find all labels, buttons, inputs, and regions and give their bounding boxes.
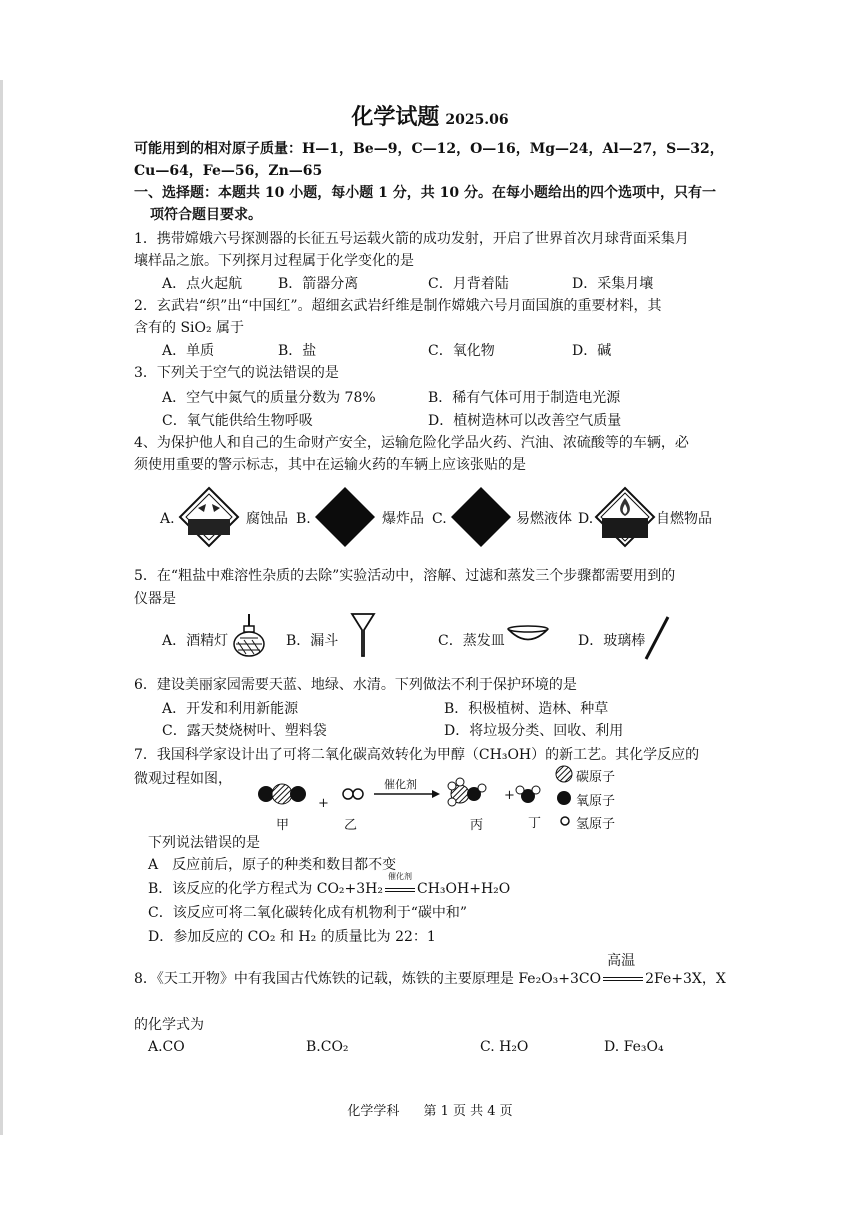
q7-option-b-prefix: B．该反应的化学方程式为 CO₂+3H₂ (148, 881, 383, 897)
q6-option-a: A．开发和利用新能源 (162, 701, 299, 717)
co2-carbon-atom (272, 784, 292, 804)
q4-option-c-letter: C. (432, 511, 447, 527)
title-text: 化学试题 (351, 104, 440, 130)
legend-hydrogen-atom-icon (558, 814, 572, 828)
q6-option-c: C．露天焚烧树叶、塑料袋 (162, 723, 327, 739)
glass-rod-icon (642, 614, 672, 662)
evaporating-dish-icon (506, 624, 550, 646)
reaction-plus-1: + (318, 796, 329, 811)
page-title (0, 100, 860, 131)
q4-stem-line1: 4、为保护他人和自己的生命财产安全，运输危险化学品火药、汽油、浓硫酸等的车辆，必 (134, 435, 689, 451)
q4-option-d-letter: D. (578, 511, 594, 527)
co2-oxygen-atom-2 (290, 786, 306, 802)
legend-oxygen-atom: 氧原子 (576, 794, 616, 809)
q8-stem-prefix: 8．《天工开物》中有我国古代炼铁的记载，炼铁的主要原理是 Fe₂O₃+3CO (134, 971, 602, 987)
q2-option-d: D．碱 (572, 343, 612, 359)
section1-line1: 一、选择题：本题共 10 小题，每小题 1 分，共 10 分。在每小题给出的四个选项中，只有一 (134, 185, 716, 201)
page-footer (0, 1100, 860, 1119)
label-yi: 乙 (344, 818, 358, 833)
q4-option-b-letter: B. (296, 511, 311, 527)
q7-option-b-suffix: CH₃OH+H₂O (417, 881, 511, 897)
q8-stem-line1 (134, 953, 726, 988)
corrosive-sign-icon (178, 486, 240, 548)
explosive-sign-icon (314, 486, 376, 548)
funnel-icon (350, 610, 376, 658)
scan-edge (0, 80, 3, 1135)
q7-equation-arrow (383, 872, 417, 898)
legend-carbon-atom: 碳原子 (576, 770, 616, 785)
q3-option-c: C．氧气能供给生物呼吸 (162, 413, 313, 429)
q2-stem-line1: 2．玄武岩“织”出“中国红”。超细玄武岩纤维是制作嫦娥六号月面国旗的重要材料，其 (134, 298, 662, 314)
q5-option-c: C．蒸发皿 (438, 633, 505, 649)
reaction-plus-2: + (504, 788, 515, 803)
q4-option-a-text: 腐蚀品 (246, 511, 288, 527)
q8-option-c: C. H₂O (480, 1039, 529, 1055)
atomic-masses-line2: Cu—64，Fe—56，Zn—65 (134, 163, 323, 179)
q1-option-a: A．点火起航 (162, 276, 243, 292)
q1-stem-line2: 壤样品之旅。下列探月过程属于化学变化的是 (134, 253, 414, 269)
q8-stem-line2: 的化学式为 (134, 1017, 204, 1033)
q1-option-b: B．箭器分离 (278, 276, 359, 292)
q8-option-a: A.CO (148, 1039, 185, 1055)
label-bing: 丙 (470, 818, 484, 833)
q7-option-a: A 反应前后，原子的种类和数目都不变 (148, 857, 397, 873)
q5-stem-line1: 5．在“粗盐中难溶性杂质的去除”实验活动中，溶解、过滤和蒸发三个步骤都需要用到的 (134, 568, 676, 584)
q2-option-b: B．盐 (278, 343, 317, 359)
flammable-liquid-sign-icon (450, 486, 512, 548)
q2-stem-line2: 含有的 SiO₂ 属于 (134, 320, 245, 336)
q3-stem: 3．下列关于空气的说法错误的是 (134, 365, 339, 381)
q4-option-b-text: 爆炸品 (382, 511, 424, 527)
q3-option-b: B．稀有气体可用于制造电光源 (428, 390, 621, 406)
q8-option-d: D. Fe₃O₄ (604, 1039, 664, 1055)
q4-option-a-letter: A. (160, 511, 175, 527)
q7-stem-line2: 微观过程如图， (134, 771, 232, 787)
q5-option-b: B．漏斗 (286, 633, 339, 649)
q5-option-d: D．玻璃棒 (578, 633, 646, 649)
q6-stem: 6．建设美丽家园需要天蓝、地绿、水清。下列做法不利于保护环境的是 (134, 677, 577, 693)
q4-option-d-text: 自燃物品 (656, 511, 712, 527)
footer-page-number: 第 1 页 共 4 页 (423, 1104, 513, 1119)
footer-subject: 化学学科 (347, 1104, 400, 1119)
spontaneous-combustion-sign-icon (594, 486, 656, 548)
title-year: 2025.06 (445, 112, 509, 128)
q6-option-b: B．积极植树、造林、种草 (444, 701, 609, 717)
label-ding: 丁 (528, 816, 542, 831)
q6-option-d: D．将垃圾分类、回收、利用 (444, 723, 624, 739)
q5-stem-line2: 仪器是 (134, 591, 176, 607)
q1-stem-line1: 1．携带嫦娥六号探测器的长征五号运载火箭的成功发射，开启了世界首次月球背面采集月 (134, 231, 689, 247)
q7-catalyst-condition: 催化剂 (388, 872, 412, 881)
catalyst-label: 催化剂 (384, 778, 417, 791)
q7-prompt: 下列说法错误的是 (148, 835, 260, 851)
q2-option-c: C．氧化物 (428, 343, 495, 359)
q7-option-c: C．该反应可将二氧化碳转化成有机物利于“碳中和” (148, 905, 468, 921)
q8-high-temperature-condition: 高温 (607, 953, 636, 969)
alcohol-lamp-icon (230, 612, 268, 660)
q8-option-b: B.CO₂ (306, 1039, 349, 1055)
q3-option-a: A．空气中氮气的质量分数为 78% (162, 390, 376, 406)
q8-stem-suffix: 2Fe+3X，X (645, 971, 726, 987)
label-jia: 甲 (276, 818, 290, 833)
q7-stem-line1: 7．我国科学家设计出了可将二氧化碳高效转化为甲醇（CH₃OH）的新工艺。其化学反应的 (134, 747, 700, 763)
q4-stem-line2: 须使用重要的警示标志，其中在运输火药的车辆上应该张贴的是 (134, 457, 526, 473)
q4-option-c-text: 易燃液体 (516, 511, 572, 527)
atomic-masses-line1: 可能用到的相对原子质量：H—1，Be—9，C—12，O—16，Mg—24，Al—27，S—32， (134, 141, 724, 157)
q1-option-c: C．月背着陆 (428, 276, 509, 292)
q7-option-d: D．参加反应的 CO₂ 和 H₂ 的质量比为 22：1 (148, 929, 436, 945)
q3-option-d: D．植树造林可以改善空气质量 (428, 413, 622, 429)
q7-option-b (148, 872, 511, 898)
q8-equation-arrow (601, 953, 645, 988)
q5-option-a: A．酒精灯 (162, 633, 229, 649)
section1-line2: 项符合题目要求。 (150, 207, 262, 223)
q1-option-d: D．采集月壤 (572, 276, 654, 292)
q2-option-a: A．单质 (162, 343, 215, 359)
legend-hydrogen-atom: 氢原子 (576, 817, 616, 832)
